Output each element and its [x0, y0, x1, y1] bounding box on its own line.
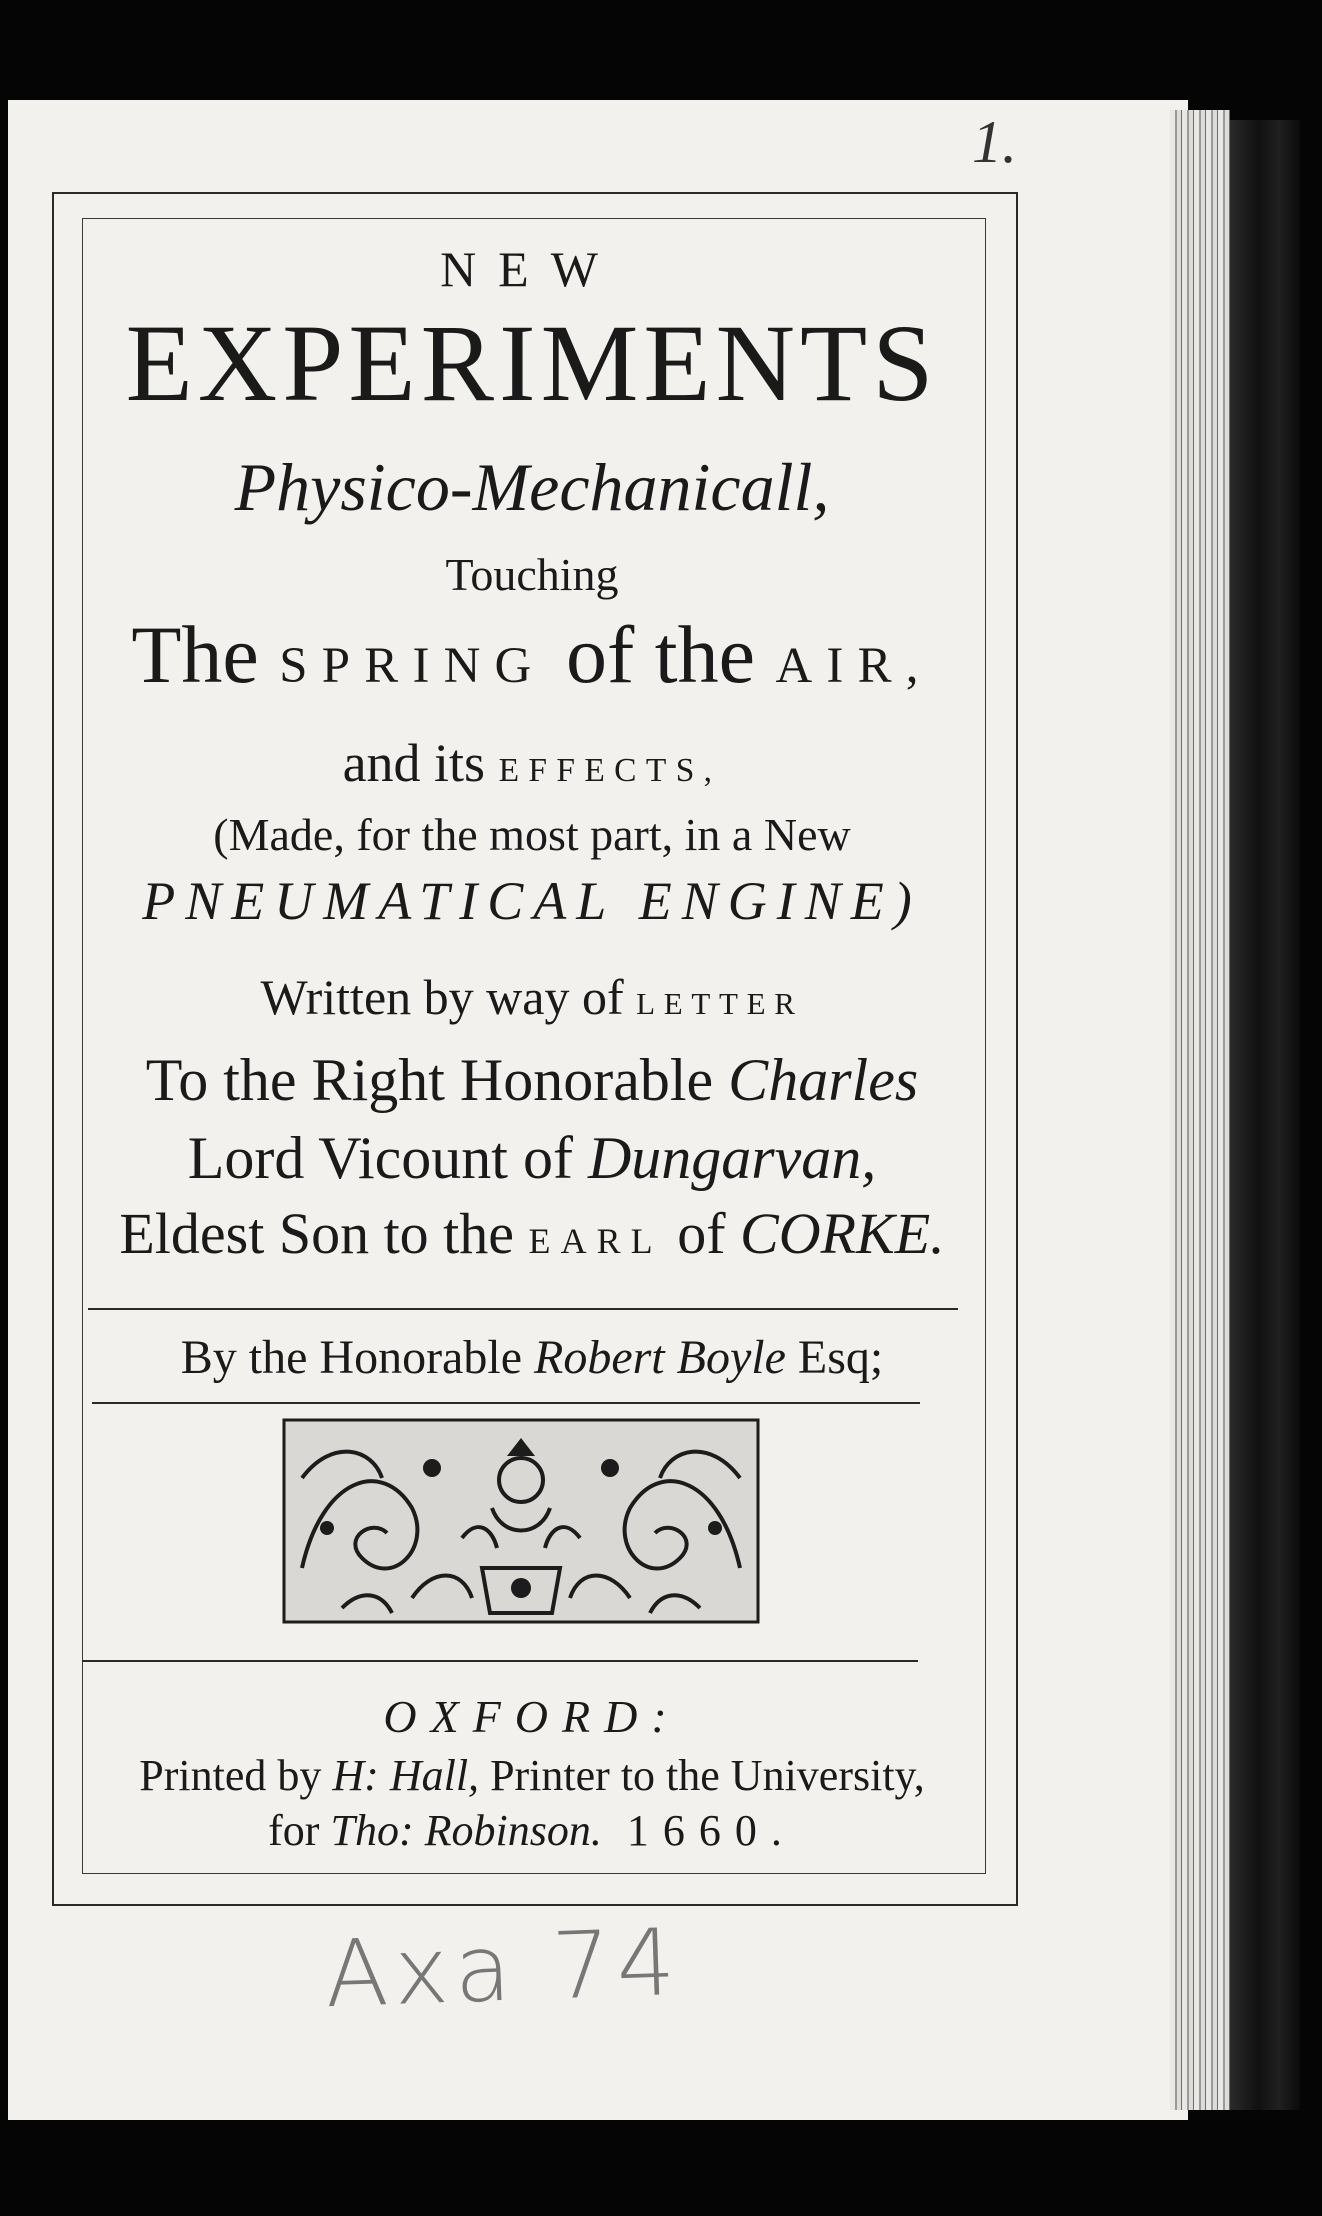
- eldest-son: Eldest Son to the: [119, 1201, 515, 1266]
- title-effects-line: [182, 732, 882, 794]
- written-by-way: Written by way of: [260, 969, 624, 1025]
- air-word: AIR,: [775, 637, 933, 693]
- title-touching: Touching: [445, 549, 619, 600]
- imprint-printed-by: [92, 1750, 972, 1801]
- handwritten-shelfmark: Axa 74: [323, 1908, 683, 2029]
- letter-word: LETTER: [636, 986, 804, 1021]
- title-made-line: (Made, for the most part, in a New: [213, 809, 851, 860]
- charles-name: Charles: [728, 1047, 919, 1113]
- printed-by: Printed by: [139, 1751, 322, 1800]
- dedication-eldest: [72, 1200, 992, 1267]
- corke-name: CORKE.: [740, 1201, 945, 1266]
- earl-word: EARL: [528, 1221, 663, 1261]
- author-esq: Esq;: [797, 1331, 884, 1384]
- author-line: [122, 1330, 942, 1385]
- title-experiments: EXPERIMENTS: [125, 302, 939, 424]
- dedication-written: [132, 968, 932, 1026]
- folio-number: 1.: [972, 109, 1017, 175]
- printer-name: H: Hall,: [332, 1751, 480, 1800]
- title-engine: PNEUMATICAL ENGINE): [142, 871, 922, 931]
- imprint-year: 1660.: [626, 1806, 796, 1855]
- dedication-to-right: [72, 1046, 992, 1115]
- rule-above-imprint: [82, 1660, 918, 1662]
- dedication-lord: [102, 1124, 962, 1193]
- spring-the: The: [131, 609, 259, 700]
- rule-above-author: [88, 1308, 958, 1310]
- author-by: By the Honorable: [180, 1331, 522, 1384]
- page-edges: [1170, 110, 1230, 2110]
- for-word: for: [268, 1806, 320, 1855]
- spring-word: SPRING: [279, 637, 546, 693]
- book-edge-shadow: [1230, 120, 1300, 2110]
- title-spring-line: [72, 608, 992, 702]
- rule-below-author: [92, 1402, 920, 1404]
- printer-to-university: Printer to the University,: [490, 1751, 925, 1800]
- printers-ornament: [282, 1418, 760, 1624]
- spring-of-the: of the: [566, 609, 755, 700]
- author-name: Robert Boyle: [534, 1331, 786, 1384]
- title-new: NEW: [440, 241, 620, 297]
- imprint-for: [152, 1805, 912, 1856]
- title-subtitle: Physico-Mechanicall,: [234, 449, 830, 525]
- effects-and-its: and its: [342, 733, 486, 793]
- imprint-place: OXFORD:: [383, 1691, 681, 1742]
- effects-word: EFFECTS,: [498, 752, 722, 789]
- bookseller-name: Tho: Robinson.: [330, 1806, 602, 1855]
- lord-vicount: Lord Vicount of: [187, 1125, 573, 1191]
- to-right-honorable: To the Right Honorable: [145, 1047, 714, 1113]
- of-word: of: [677, 1201, 726, 1266]
- dungarvan-name: Dungarvan,: [587, 1125, 877, 1191]
